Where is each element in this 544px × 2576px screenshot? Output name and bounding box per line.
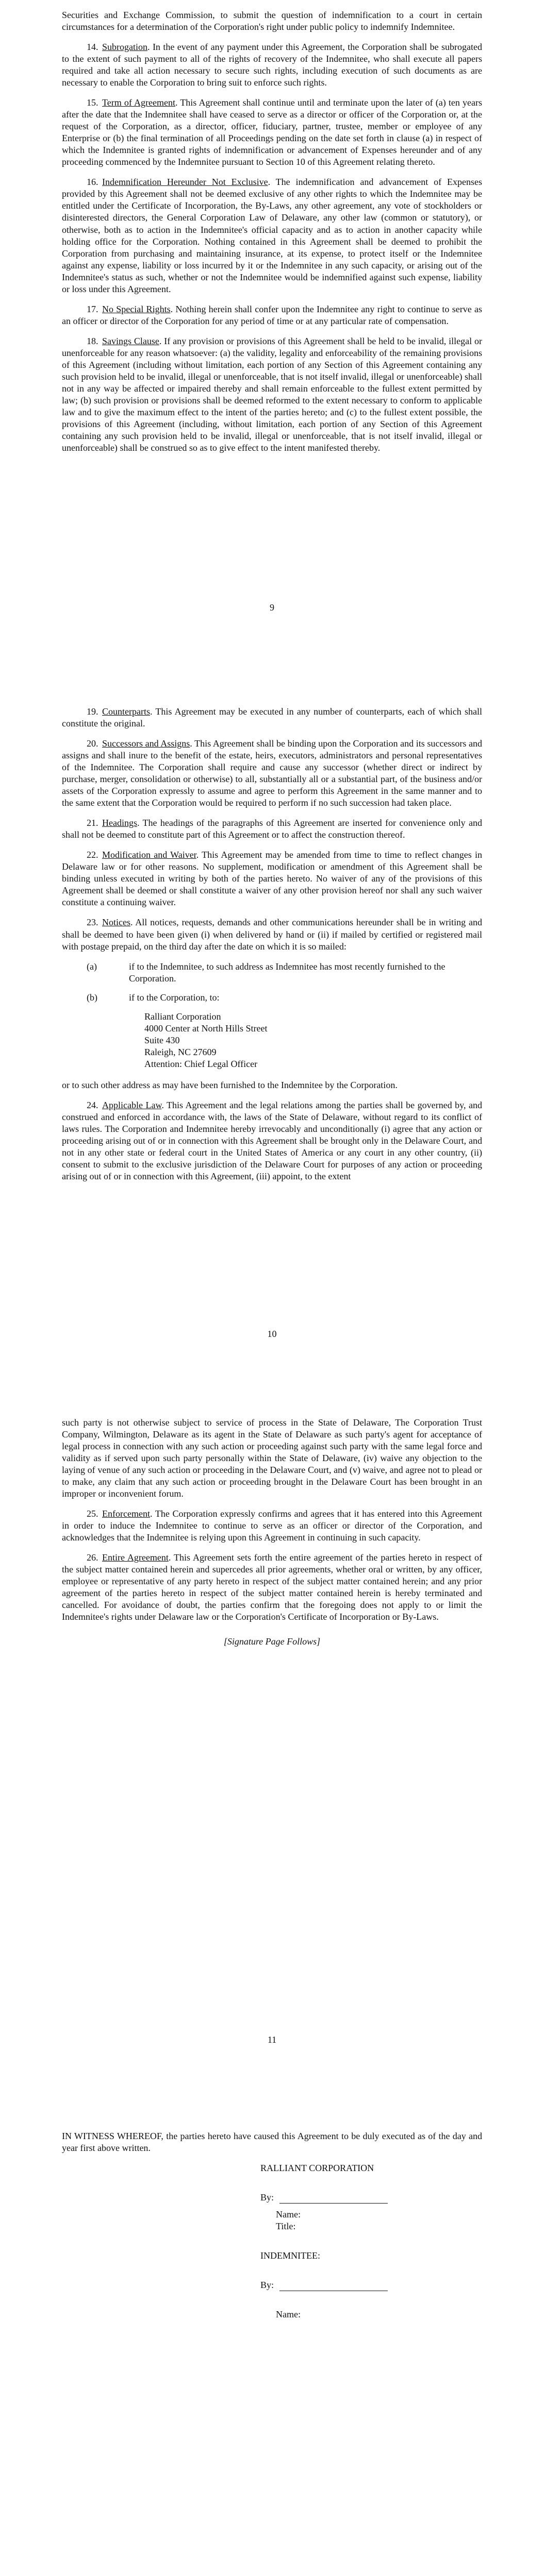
section-16-title: Indemnification Hereunder Not Exclusive bbox=[102, 177, 268, 188]
section-24-title: Applicable Law bbox=[102, 1099, 162, 1110]
section-25-title: Enforcement bbox=[102, 1509, 150, 1519]
section-15-title: Term of Agreement bbox=[102, 97, 175, 108]
by-label-indemnitee: By: bbox=[260, 2280, 274, 2291]
section-17: 17. No Special Rights. Nothing herein shall confer upon the Indemnitee any right to continue to serve as an officer or director of the Corporation for any period of time or at any particular rate of compensation. bbox=[62, 303, 482, 326]
title-label: Title: bbox=[276, 2221, 296, 2232]
page-9-body bbox=[62, 9, 482, 462]
section-23-title: Notices bbox=[102, 917, 130, 928]
section-18: 18. Savings Clause. If any provision or provisions of this Agreement shall be held to be invalid, illegal or unenforceable for any reason whatsoever: (a) the validity, legality and enforceability of the remaining provisions of this Agreement (including without limitation, each portion of any Section of this Agreement containing any such provision held to be invalid, illegal or unenforceable, that is not itself invalid, illegal or unenforceable) shall not in any way be affected or impaired thereby and shall remain enforceable to the fullest extent permitted by law; (b) such provision or provisions shall be deemed reformed to the extent necessary to conform to applicable law and to give the maximum effect to the intent of the parties hereto; and (c) to the fullest extent possible, the provisions of this Agreement (including, without limitation, each portion of any Section of this Agreement containing any such provision held to be invalid, illegal or unenforceable, that is not itself invalid, illegal or unenforceable) shall be construed so as to give effect to the intent manifested thereby. bbox=[62, 335, 482, 453]
signature-line-indemnitee[interactable] bbox=[279, 2281, 388, 2291]
page-number-11: 11 bbox=[267, 2035, 277, 2045]
notice-b: (b) if to the Corporation, to: bbox=[87, 992, 220, 1003]
notice-tail: or to such other address as may have been furnished to the Indemnitee by the Corporation. bbox=[62, 1079, 398, 1090]
signature-line-corporation[interactable] bbox=[279, 2194, 388, 2204]
page-number-9: 9 bbox=[270, 602, 274, 613]
section-21: 21. Headings. The headings of the paragraphs of this Agreement are inserted for convenience only and shall not be deemed to constitute part of this Agreement or to affect the construction thereof. bbox=[62, 818, 482, 840]
signature-page bbox=[62, 2130, 482, 2320]
section-14: 14. Subrogation. In the event of any payment under this Agreement, the Corporation shall be subrogated to the extent of such payment to all of the rights of recovery of the Indemnitee, who shall execute all papers required and take all action necessary to secure such rights, including execution of such documents as are necessary to enable the Corporation to bring suit to enforce such rights. bbox=[62, 42, 482, 88]
section-15: 15. Term of Agreement. This Agreement shall continue until and terminate upon the later of (a) ten years after the date that the Indemnitee shall have ceased to serve as a director or officer of the Corporation or, at the request of the Corporation, as a director, officer, fiduciary, partner, trustee, member or employee of any Enterprise or (b) the final termination of all Proceedings pending on the date set forth in clause (a) in respect of which the Indemnitee is granted rights of indemnification or advancement of Expenses hereunder and of any proceeding commenced by the Indemnitee pursuant to Section 10 of this Agreement relating thereto. bbox=[62, 97, 483, 167]
section-16: 16. Indemnification Hereunder Not Exclusive. The indemnification and advancement of Expenses provided by this Agreement shall not be deemed exclusive of any other rights to which the Indemnitee may be entitled under the Certificate of Incorporation, the By-Laws, any other agreement, any vote of stockholders or disinterested directors, the General Corporation Law of Delaware, any other law (common or statutory), or otherwise, both as to action in the Indemnitee's official capacity and as to action in another capacity while holding office for the Corporation. Nothing contained in this Agreement shall be deemed to prohibit the Corporation from purchasing and maintaining insurance, at its expense, to protect itself or the Indemnitee against any expense, liability or loss incurred by it or the Indemnitee in any such capacity, or arising out of the Indemnitee's status as such, whether or not the Indemnitee would be indemnified against such expense, liability or loss under this Agreement. bbox=[62, 177, 483, 294]
section-20: 20. Successors and Assigns. This Agreement shall be binding upon the Corporation and its successors and assigns and shall inure to the benefit of the estate, heirs, executors, administrators and personal representatives of the Indemnitee. The Corporation shall require and cause any successor (whether direct or indirect by purchase, merger, consolidation or otherwise) to all, substantially all or a substantial part, of the business and/or assets of the Corporation expressly to assume and agree to perform this Agreement in the same manner and to the same extent that the Corporation would be required to perform if no such succession had taken place. bbox=[62, 738, 483, 808]
section-26: 26. Entire Agreement. This Agreement sets forth the entire agreement of the parties hereto in respect of the subject matter contained herein and supercedes all prior agreements, whether oral or written, by any officer, employee or representative of any party hereto in respect of the subject matter contained herein; and any prior agreement of the parties hereto in respect of the subject matter contained herein is hereby terminated and cancelled. For avoidance of doubt, the parties confirm that the foregoing does not apply to or limit the Indemnitee's rights under Delaware law or the Corporation's Certificate of Incorporation or By-Laws. bbox=[62, 1552, 482, 1622]
in-witness-whereof: IN WITNESS WHEREOF, the parties hereto have caused this Agreement to be duly executed as of the day and year first above written. bbox=[62, 2131, 482, 2154]
notice-a: (a) if to the Indemnitee, to such address as Indemnitee has most recently furnished to the Corporation. bbox=[87, 961, 446, 984]
section-20-title: Successors and Assigns bbox=[102, 738, 190, 749]
section-24-continued: such party is not otherwise subject to service of process in the State of Delaware, The Corporation Trust Company, Wilmington, Delaware as its agent in the State of Delaware as such party's agent for acceptance of legal process in connection with any such action or proceeding against such party with the same legal force and validity as if served upon such party personally within the State of Delaware, (iv) waive any objection to the laying of venue of any such action or proceeding in the Delaware Court, and (v) waive, and agree not to plead or to make, any claim that any such action or proceeding brought in the Delaware Court has been brought in an improper or inconvenient forum. bbox=[62, 1417, 482, 1499]
section-25: 25. Enforcement. The Corporation expressly confirms and agrees that it has entered into this Agreement in order to induce the Indemnitee to continue to serve as an officer or director of the Corporation, and acknowledges that the Indemnitee is relying upon this Agreement in continuing in such capacity. bbox=[62, 1509, 482, 1543]
corporation-signature-block bbox=[260, 2162, 482, 2320]
section-14-title: Subrogation bbox=[102, 42, 147, 53]
section-22-title: Modification and Waiver bbox=[102, 850, 196, 860]
page-10-body bbox=[62, 706, 482, 1191]
signature-page-follows: [Signature Page Follows] bbox=[223, 1636, 321, 1647]
name-label: Name: bbox=[276, 2209, 301, 2220]
by-label: By: bbox=[260, 2192, 274, 2203]
section-19-title: Counterparts bbox=[102, 706, 150, 717]
name-label-indemnitee: Name: bbox=[276, 2309, 301, 2320]
section-22: 22. Modification and Waiver. This Agreement may be amended from time to time to reflect changes in Delaware law or for other reasons. No supplement, modification or amendment of this Agreement shall be binding unless executed in writing by both of the parties hereto. No waiver of any of the provisions of this Agreement shall be deemed or shall constitute a waiver of any other provision hereof nor shall any such waiver constitute a continuing waiver. bbox=[62, 850, 482, 908]
section-23: 23. Notices. All notices, requests, demands and other communications hereunder shall be in writing and shall be deemed to have been given (i) when delivered by hand or (ii) if mailed by certified or registered mail with postage prepaid, on the third day after the date on which it is so mailed: bbox=[62, 917, 482, 952]
section-21-title: Headings bbox=[102, 818, 137, 828]
company-name: RALLIANT CORPORATION bbox=[260, 2163, 374, 2174]
section-19: 19. Counterparts. This Agreement may be executed in any number of counterparts, each of which shall constitute the original. bbox=[62, 706, 482, 729]
section-18-title: Savings Clause bbox=[102, 335, 159, 346]
corporation-address: Ralliant Corporation 4000 Center at North Hills Street Suite 430 Raleigh, NC 27609 Attention: Chief Legal Officer bbox=[144, 1011, 268, 1069]
section-17-title: No Special Rights bbox=[102, 303, 171, 314]
indemnitee-label: INDEMNITEE: bbox=[260, 2250, 320, 2261]
paragraph-intro: Securities and Exchange Commission, to submit the question of indemnification to a court in certain circumstances for a determination of the Corporation's right under public policy to indemnify Indemnitee. bbox=[62, 10, 482, 32]
section-26-title: Entire Agreement bbox=[102, 1552, 169, 1563]
section-24: 24. Applicable Law. This Agreement and the legal relations among the parties shall be governed by, and construed and enforced in accordance with, the laws of the State of Delaware, without regard to its conflict of laws rules. The Corporation and Indemnitee hereby irrevocably and unconditionally (i) agree that any action or proceeding arising out of or in connection with this Agreement shall be brought only in the Delaware Court, and not in any other state or federal court in the United States of America or any court in any other country, (ii) consent to submit to the exclusive jurisdiction of the Delaware Court for purposes of any action or proceeding arising out of or in connection with this Agreement, (iii) appoint, to the extent bbox=[62, 1099, 482, 1182]
page-11-body bbox=[62, 1417, 482, 1656]
page-number-10: 10 bbox=[267, 1329, 277, 1339]
